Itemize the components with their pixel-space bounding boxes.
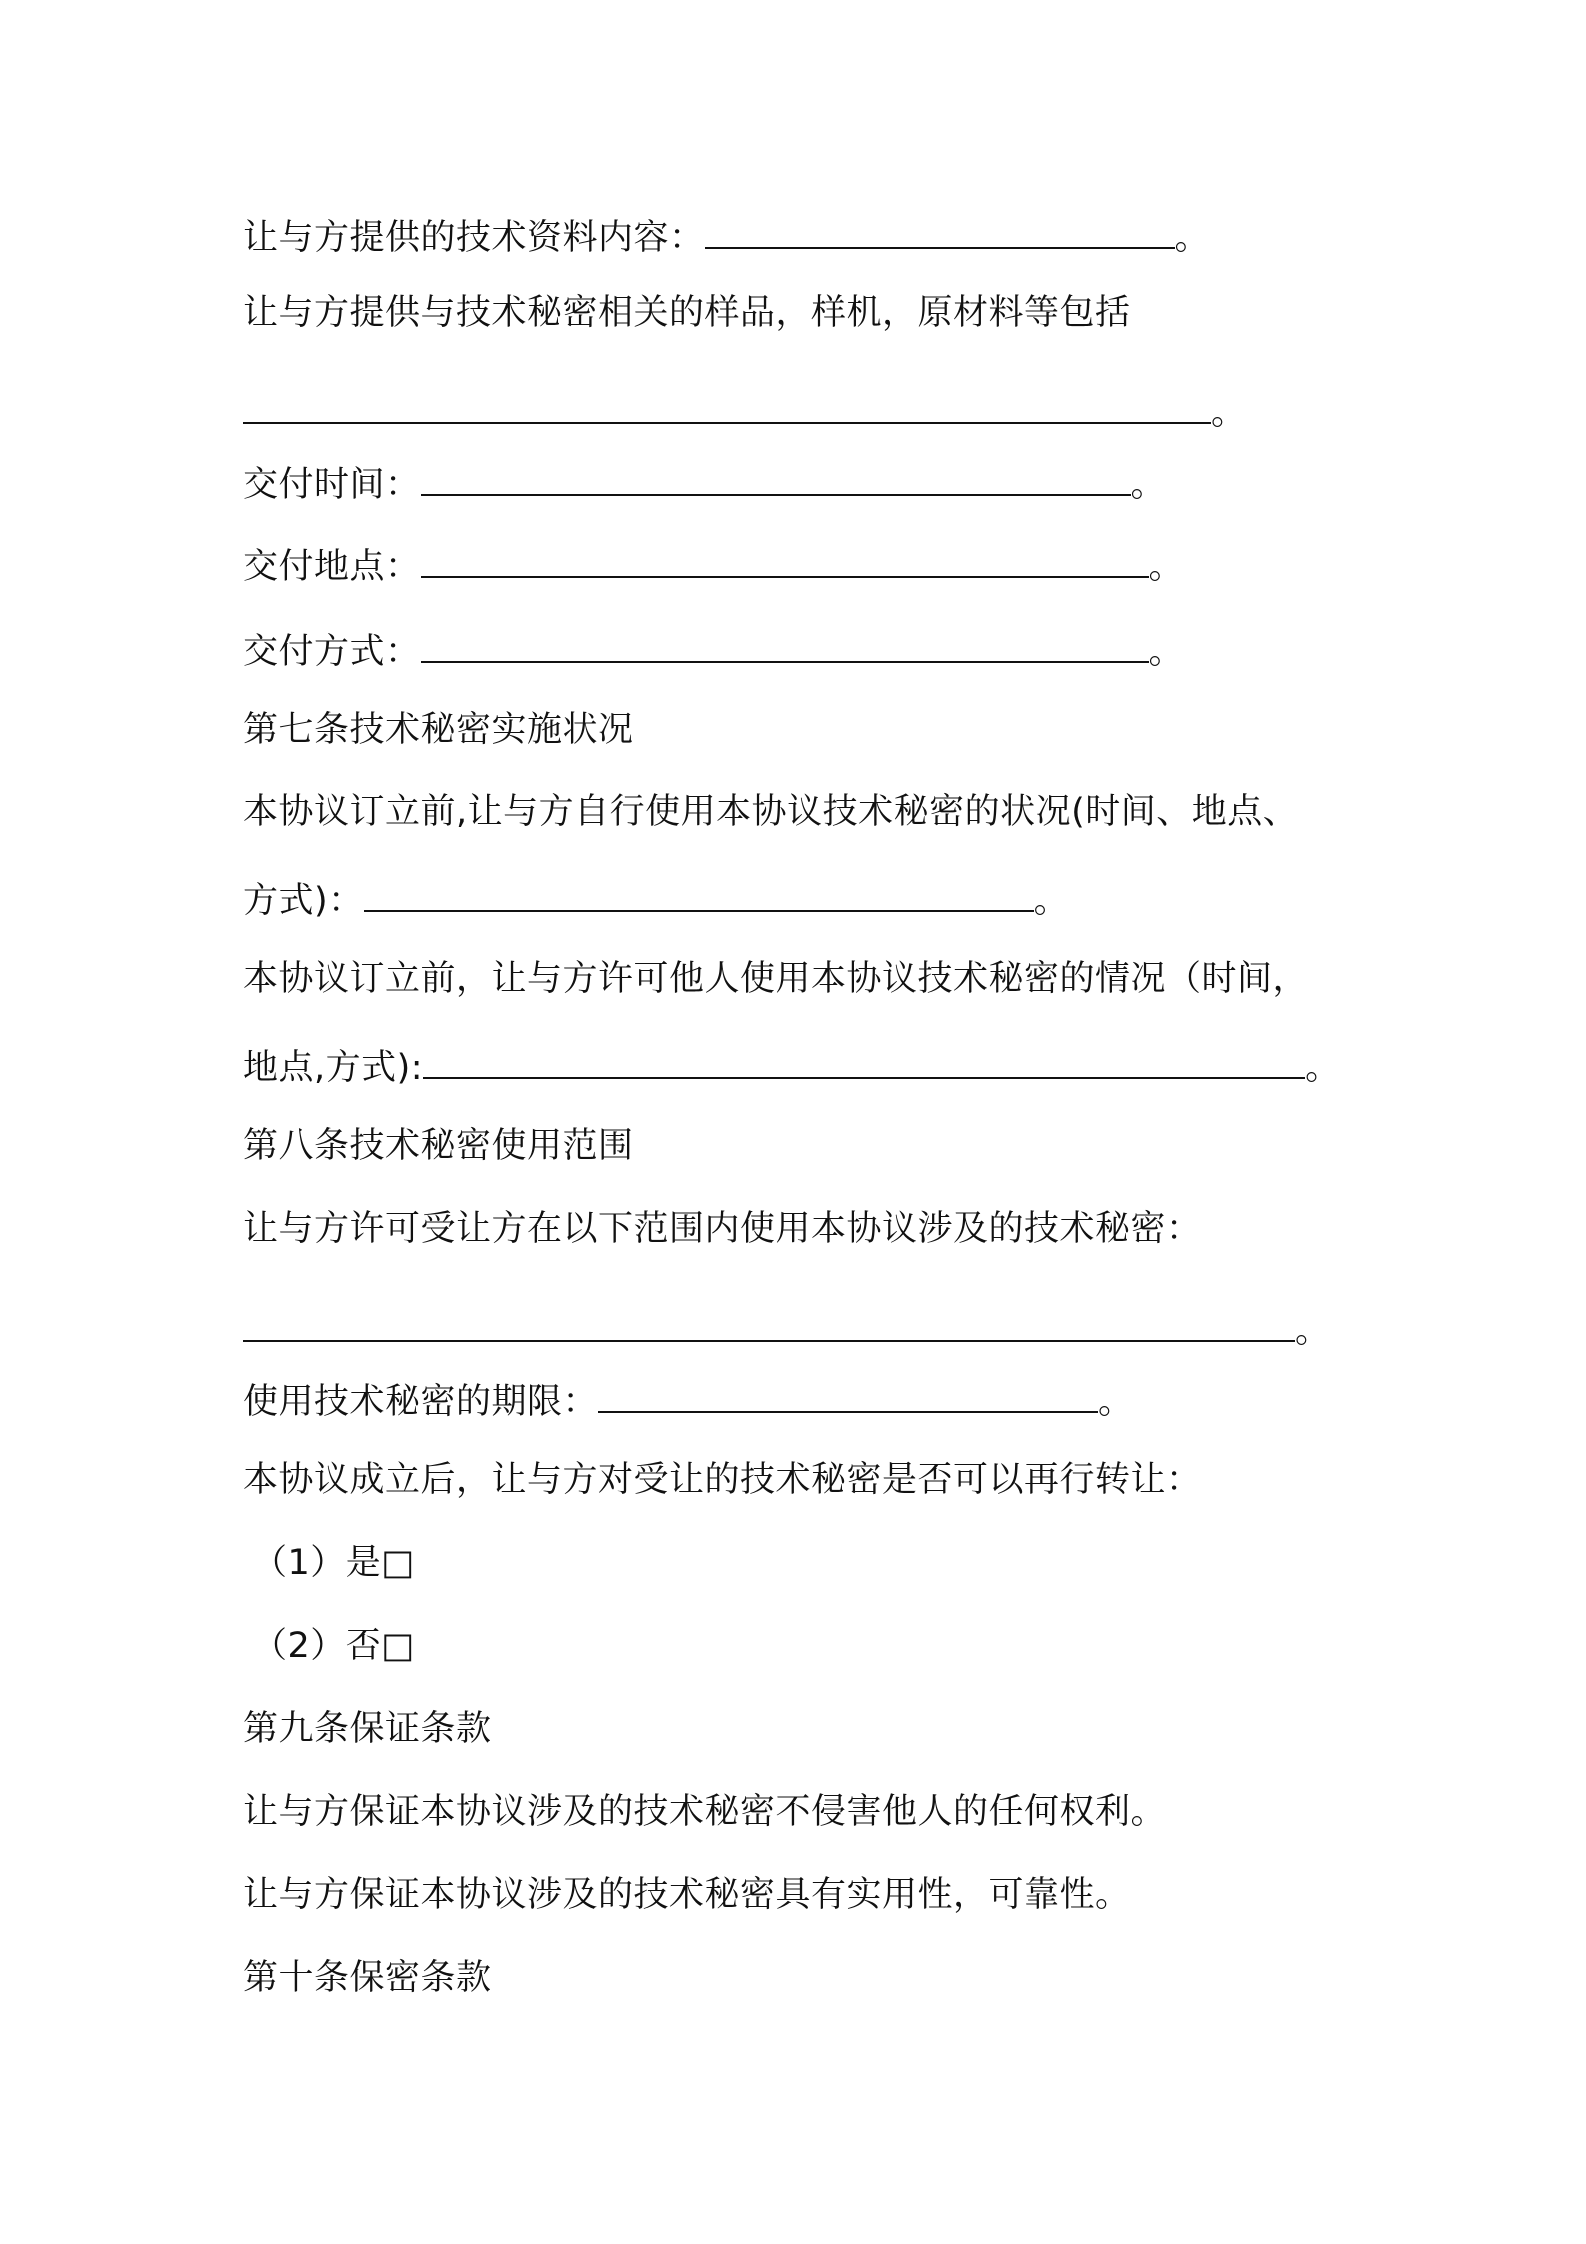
tech-materials-label: 让与方提供的技术资料内容： xyxy=(243,218,705,258)
retransfer-question-text: 本协议成立后，让与方对受让的技术秘密是否可以再行转让： xyxy=(243,1460,1202,1500)
self-use-method-line xyxy=(243,872,1069,925)
usage-scope-blank[interactable] xyxy=(243,1302,1295,1342)
samples-fill-line xyxy=(243,384,1247,437)
self-use-blank[interactable] xyxy=(364,872,1034,912)
self-use-line xyxy=(243,788,1298,836)
usage-period-label: 使用技术秘密的期限： xyxy=(243,1382,599,1422)
delivery-method-period: 。 xyxy=(1148,632,1185,672)
tech-materials-period: 。 xyxy=(1174,218,1211,258)
warranty-no-infringe-text: 让与方保证本协议涉及的技术秘密不侵害他人的任何权利。 xyxy=(243,1792,1167,1832)
warranty-reliability-line xyxy=(243,1871,1131,1919)
delivery-method-line xyxy=(243,623,1184,676)
article-7-heading xyxy=(243,706,634,754)
license-others-method-line xyxy=(243,1039,1341,1092)
license-others-line xyxy=(243,955,1308,1003)
self-use-text: 本协议订立前,让与方自行使用本协议技术秘密的状况(时间、地点、 xyxy=(243,792,1299,832)
samples-label: 让与方提供与技术秘密相关的样品，样机，原材料等包括 xyxy=(243,293,1131,333)
retransfer-question-line xyxy=(243,1456,1202,1504)
usage-scope-fill-line xyxy=(243,1302,1331,1355)
usage-scope-text: 让与方许可受让方在以下范围内使用本协议涉及的技术秘密： xyxy=(243,1209,1202,1249)
delivery-time-line xyxy=(243,456,1166,509)
warranty-no-infringe-line xyxy=(243,1788,1166,1836)
delivery-time-blank[interactable] xyxy=(421,456,1131,496)
usage-period-blank[interactable] xyxy=(598,1373,1098,1413)
license-others-blank[interactable] xyxy=(423,1039,1305,1079)
article-9-title: 第九条保证条款 xyxy=(243,1709,492,1749)
usage-period-line xyxy=(243,1373,1134,1426)
license-others-method-label: 地点,方式): xyxy=(243,1048,424,1088)
delivery-method-label: 交付方式： xyxy=(243,632,421,672)
article-8-heading xyxy=(243,1122,634,1170)
article-9-heading xyxy=(243,1705,492,1753)
article-7-title: 第七条技术秘密实施状况 xyxy=(243,710,634,750)
delivery-place-period: 。 xyxy=(1148,547,1185,587)
delivery-method-blank[interactable] xyxy=(421,623,1149,663)
option-yes-line[interactable] xyxy=(252,1539,415,1587)
option-no-line[interactable] xyxy=(252,1622,415,1670)
delivery-place-label: 交付地点： xyxy=(243,547,421,587)
delivery-place-blank[interactable] xyxy=(421,538,1149,578)
usage-period-period: 。 xyxy=(1098,1382,1134,1422)
tech-materials-line xyxy=(243,209,1210,262)
article-8-title: 第八条技术秘密使用范围 xyxy=(243,1126,634,1166)
article-10-title: 第十条保密条款 xyxy=(243,1958,492,1998)
delivery-place-line xyxy=(243,538,1184,591)
usage-scope-line xyxy=(243,1205,1202,1253)
samples-line xyxy=(243,289,1131,337)
tech-materials-blank[interactable] xyxy=(705,209,1175,249)
option-yes-checkbox[interactable]: （1）是□ xyxy=(252,1543,415,1583)
usage-scope-period: 。 xyxy=(1295,1311,1331,1351)
warranty-reliability-text: 让与方保证本协议涉及的技术秘密具有实用性，可靠性。 xyxy=(243,1875,1131,1915)
delivery-time-label: 交付时间： xyxy=(243,465,421,505)
option-no-checkbox[interactable]: （2）否□ xyxy=(252,1626,415,1666)
delivery-time-period: 。 xyxy=(1130,465,1167,505)
self-use-period: 。 xyxy=(1033,881,1070,921)
self-use-method-label: 方式)： xyxy=(243,881,364,921)
samples-blank[interactable] xyxy=(243,384,1211,424)
license-others-text: 本协议订立前，让与方许可他人使用本协议技术秘密的情况（时间， xyxy=(243,959,1309,999)
samples-period: 。 xyxy=(1211,393,1247,433)
license-others-period: 。 xyxy=(1305,1048,1341,1088)
article-10-heading xyxy=(243,1954,492,2002)
